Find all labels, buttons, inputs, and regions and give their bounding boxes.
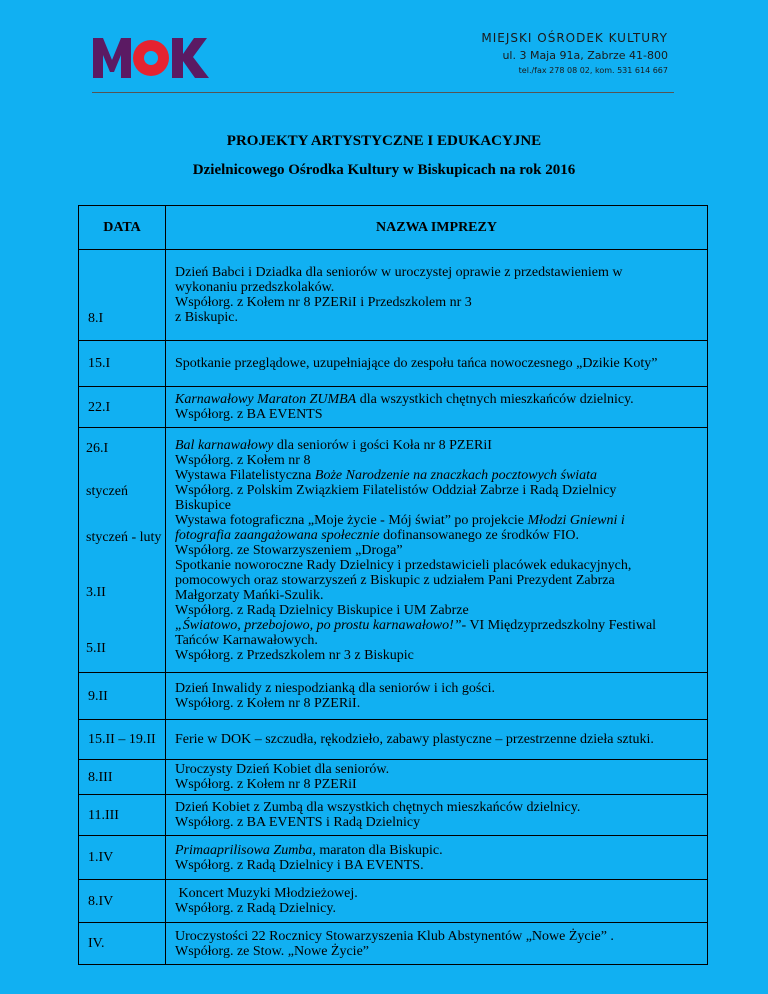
org-address: ul. 3 Maja 91a, Zabrze 41-800 — [502, 49, 668, 62]
row-event: Dzień Babci i Dziadka dla seniorów w uroczystej oprawie z przedstawieniem w wykonaniu przedszkolaków. Współorg. z Kołem nr 8 PZERiI i Przedszkolem nr 3 z Biskupic. — [166, 250, 708, 341]
column-header-event: NAZWA IMPREZY — [166, 206, 708, 250]
row-date: 5.II — [86, 640, 106, 656]
row-date: 8.I — [79, 250, 166, 341]
header-divider — [92, 92, 674, 93]
column-header-date: DATA — [79, 206, 166, 250]
row-date: 15.II – 19.II — [79, 720, 166, 760]
row-date: 11.III — [79, 795, 166, 836]
table-row — [79, 880, 708, 923]
row-event: Karnawałowy Maraton ZUMBA dla wszystkich chętnych mieszkańców dzielnicy. Współorg. z BA EVENTS — [166, 387, 708, 428]
row-dates-group — [79, 428, 166, 673]
row-date: 9.II — [79, 673, 166, 720]
table-row — [79, 836, 708, 880]
row-event: Uroczystości 22 Rocznicy Stowarzyszenia Klub Abstynentów „Nowe Życie” . Współorg. ze Stow. „Nowe Życie” — [166, 923, 708, 965]
table-row — [79, 720, 708, 760]
row-date: styczeń — [86, 483, 128, 499]
row-event: Spotkanie przeglądowe, uzupełniające do zespołu tańca nowoczesnego „Dzikie Koty” — [166, 341, 708, 387]
organization-header — [481, 30, 668, 78]
document-subtitle: Dzielnicowego Ośrodka Kultury w Biskupicach na rok 2016 — [192, 162, 576, 178]
row-date: IV. — [79, 923, 166, 965]
row-events-group: Bal karnawałowy dla seniorów i gości Koła nr 8 PZERiI Współorg. z Kołem nr 8 Wystawa Filatelistyczna Boże Narodzenie na znaczkach pocztowych świata Współorg. z Polskim Związkiem Filatelistów Oddział Zabrze i Radą Dzielnicy Biskupice Wystawa fotograficzna „Moje życie - Mój świat” po projekcie Młodzi Gniewni i fotografia zaangażowana społecznie dofinansowanego ze środków FIO. Współorg. ze Stowarzyszeniem „Droga” Spotkanie noworoczne Rady Dzielnicy i przedstawicieli placówek edukacyjnych, pomocowych oraz stowarzyszeń z Biskupic z udziałem Pani Prezydent Zabrza Małgorzaty Mańki-Szulik. Współorg. z Radą Dzielnicy Biskupice i UM Zabrze „Światowo, przebojowo, po prostu karnawałowo!”- VI Międzyprzedszkolny Festiwal Tańców Karnawałowych. Współorg. z Przedszkolem nr 3 z Biskupic — [166, 428, 708, 673]
table-row — [79, 923, 708, 965]
events-table — [78, 205, 708, 965]
row-date: 8.IV — [79, 880, 166, 923]
row-event: Primaaprilisowa Zumba, maraton dla Biskupic. Współorg. z Radą Dzielnicy i BA EVENTS. — [166, 836, 708, 880]
table-row — [79, 341, 708, 387]
row-date: 22.I — [79, 387, 166, 428]
table-row — [79, 250, 708, 341]
table-row — [79, 673, 708, 720]
row-date: 15.I — [79, 341, 166, 387]
document-title: PROJEKTY ARTYSTYCZNE I EDUKACYJNE — [226, 133, 542, 149]
org-phone: tel./fax 278 08 02, kom. 531 614 667 — [518, 66, 668, 75]
row-event: Uroczysty Dzień Kobiet dla seniorów. Współorg. z Kołem nr 8 PZERiI — [166, 760, 708, 795]
row-event: Dzień Inwalidy z niespodzianką dla seniorów i ich gości. Współorg. z Kołem nr 8 PZERiI. — [166, 673, 708, 720]
table-row — [79, 795, 708, 836]
mok-logo — [93, 38, 210, 78]
row-date: 3.II — [86, 584, 106, 600]
table-header-row — [79, 206, 708, 250]
row-event: Ferie w DOK – szczudła, rękodzieło, zabawy plastyczne – przestrzenne dzieła sztuki. — [166, 720, 708, 760]
table-row-group — [79, 428, 708, 673]
row-event: Dzień Kobiet z Zumbą dla wszystkich chętnych mieszkańców dzielnicy. Współorg. z BA EVENTS i Radą Dzielnicy — [166, 795, 708, 836]
row-date: 26.I — [86, 440, 109, 456]
table-row — [79, 387, 708, 428]
table-row — [79, 760, 708, 795]
row-event: Koncert Muzyki Młodzieżowej. Współorg. z Radą Dzielnicy. — [166, 880, 708, 923]
row-date: styczeń - luty — [86, 529, 162, 545]
row-date: 1.IV — [79, 836, 166, 880]
row-date: 8.III — [79, 760, 166, 795]
org-name: MIEJSKI OŚRODEK KULTURY — [481, 31, 668, 45]
